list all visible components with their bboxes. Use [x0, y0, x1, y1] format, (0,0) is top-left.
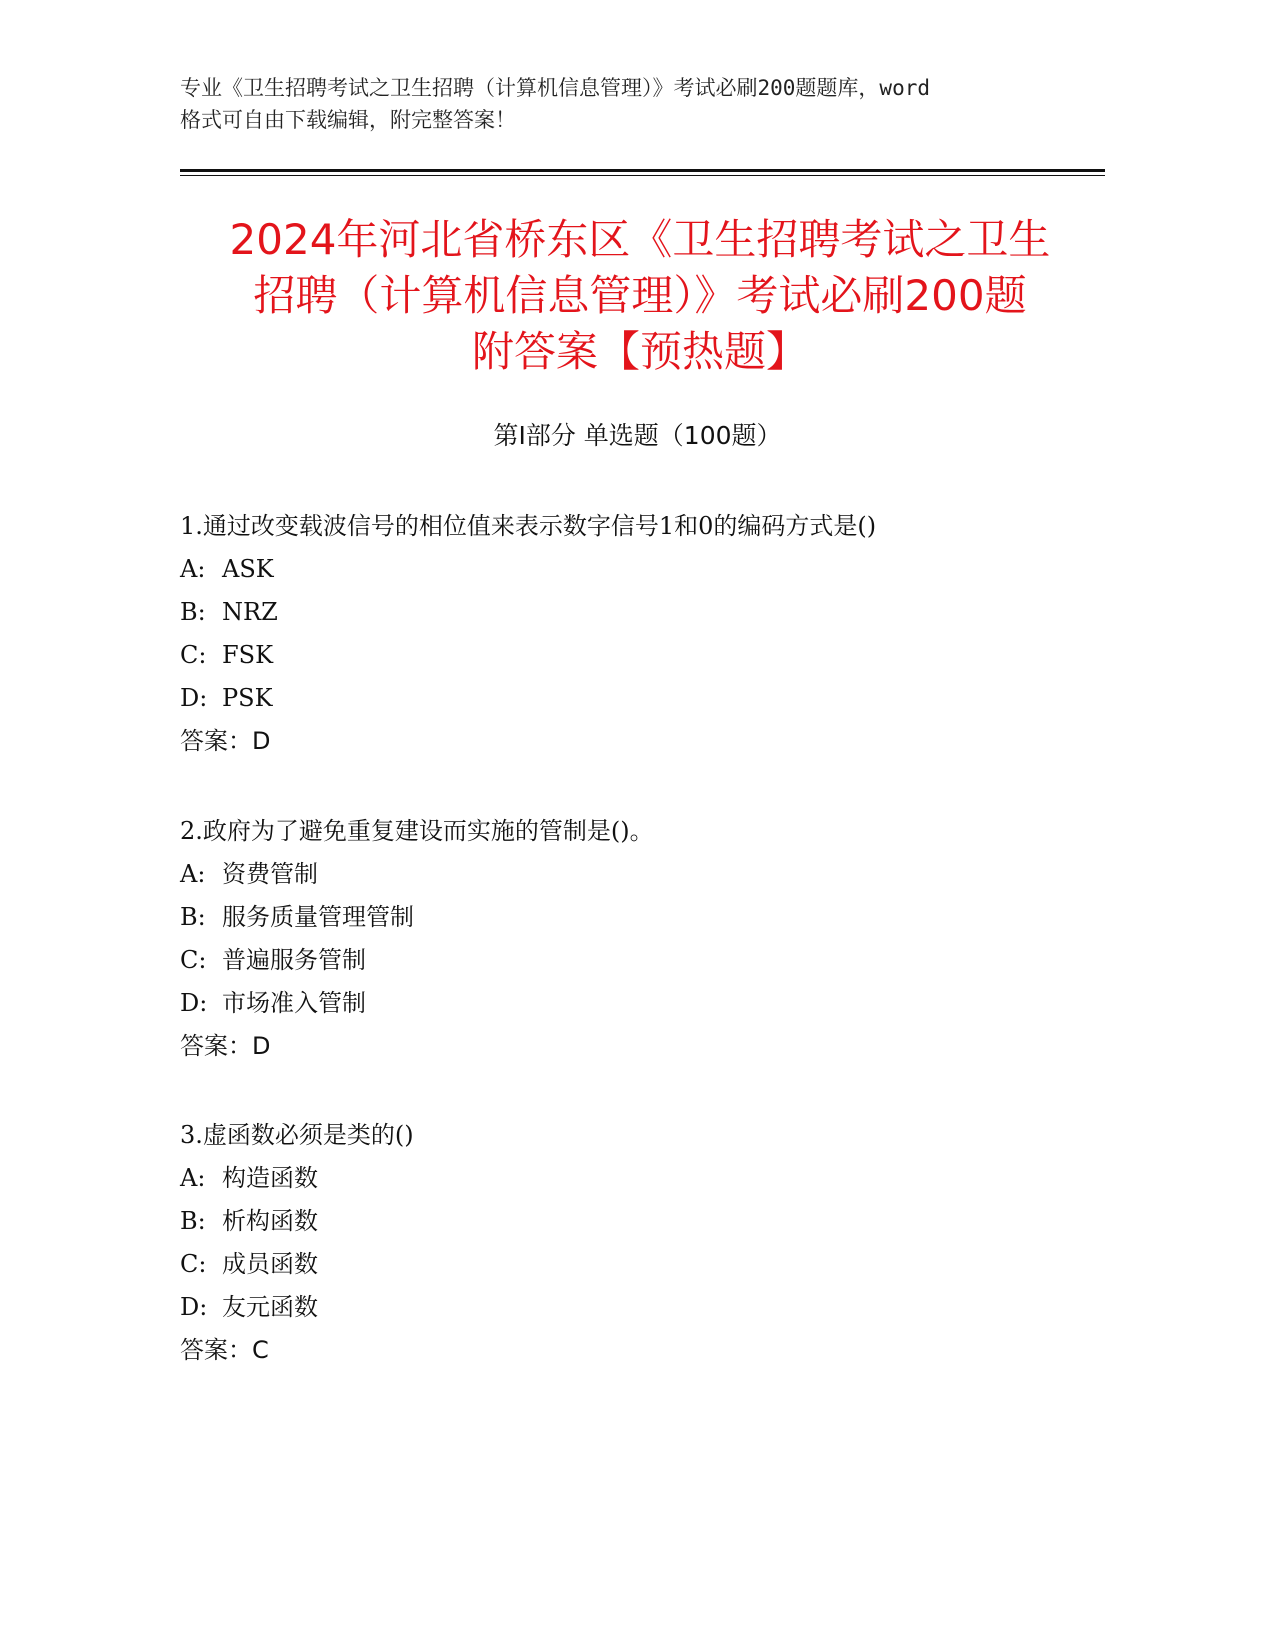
option-text: 资费管制	[222, 860, 318, 888]
option-d	[180, 677, 1100, 720]
option-c	[180, 939, 1100, 982]
option-letter: A:	[180, 860, 206, 888]
document-title-line-3: 附答案【预热题】	[471, 327, 808, 376]
option-letter: D:	[180, 684, 208, 712]
option-text: 市场准入管制	[222, 989, 366, 1017]
option-text: NRZ	[222, 598, 278, 626]
option-b	[180, 896, 1100, 939]
option-text: 服务质量管理管制	[222, 903, 414, 931]
header-rule-thin	[180, 175, 1105, 176]
option-b	[180, 1200, 1100, 1243]
question-2	[180, 810, 1100, 1068]
section-heading: 第Ⅰ部分 单选题（100题）	[493, 421, 782, 450]
option-text: 析构函数	[222, 1207, 318, 1235]
question-stem: 1.通过改变载波信号的相位值来表示数字信号1和0的编码方式是()	[180, 512, 877, 540]
header-note	[180, 72, 1060, 136]
header-rule-thick	[180, 169, 1105, 172]
option-text: 构造函数	[222, 1164, 318, 1192]
question-3	[180, 1114, 1100, 1372]
option-d	[180, 982, 1100, 1025]
option-c	[180, 1243, 1100, 1286]
option-letter: B:	[180, 1207, 206, 1235]
option-text: 友元函数	[222, 1293, 318, 1321]
answer: 答案：C	[180, 1336, 269, 1364]
option-text: PSK	[222, 684, 273, 712]
question-1	[180, 505, 1100, 763]
answer: 答案：D	[180, 1032, 271, 1060]
option-text: 成员函数	[222, 1250, 318, 1278]
question-stem: 2.政府为了避免重复建设而实施的管制是()。	[180, 817, 654, 845]
option-c	[180, 634, 1100, 677]
option-b	[180, 591, 1100, 634]
option-text: 普遍服务管制	[222, 946, 366, 974]
option-letter: C:	[180, 641, 207, 669]
option-a	[180, 853, 1100, 896]
header-note-line-1: 专业《卫生招聘考试之卫生招聘（计算机信息管理）》考试必刷200题题库，word	[180, 76, 930, 100]
answer: 答案：D	[180, 727, 271, 755]
option-d	[180, 1286, 1100, 1329]
option-letter: C:	[180, 946, 207, 974]
option-letter: B:	[180, 598, 206, 626]
option-letter: C:	[180, 1250, 207, 1278]
option-text: ASK	[222, 555, 274, 583]
option-a	[180, 548, 1100, 591]
option-letter: D:	[180, 1293, 208, 1321]
option-letter: A:	[180, 555, 206, 583]
document-title-line-2: 招聘（计算机信息管理）》考试必刷200题	[253, 271, 1027, 320]
document-title-line-1: 2024年河北省桥东区《卫生招聘考试之卫生	[229, 215, 1051, 264]
option-letter: D:	[180, 989, 208, 1017]
option-letter: A:	[180, 1164, 206, 1192]
option-letter: B:	[180, 903, 206, 931]
option-text: FSK	[222, 641, 274, 669]
header-note-line-2: 格式可自由下载编辑，附完整答案！	[180, 108, 516, 132]
option-a	[180, 1157, 1100, 1200]
document-title	[140, 212, 1140, 380]
question-stem: 3.虚函数必须是类的()	[180, 1121, 414, 1149]
